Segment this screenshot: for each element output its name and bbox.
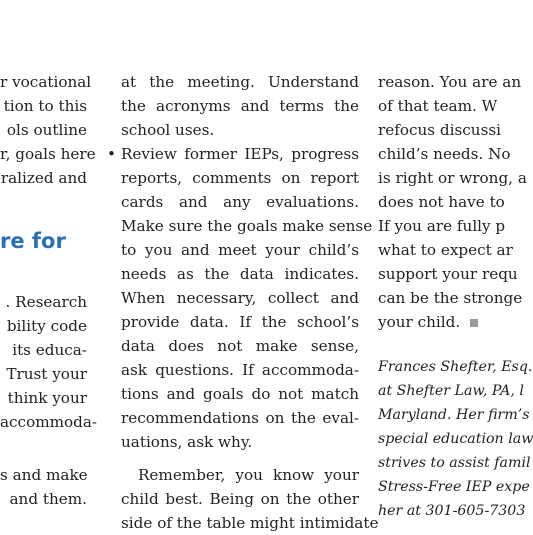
closing-line-3: side of the table might intimidate xyxy=(121,514,379,532)
column-right xyxy=(378,0,533,519)
left-line-1: r vocational xyxy=(0,73,92,91)
intro-line-3: school uses. xyxy=(121,121,215,139)
bullet-line-2: reports, comments on report xyxy=(121,169,359,187)
left-line-3: ols outline xyxy=(6,121,87,139)
left-line-6: . Research xyxy=(5,293,87,311)
bio-line-6: Stress-Free IEP expe xyxy=(378,479,530,495)
bullet-line-5: to you and meet your child’s xyxy=(121,241,359,259)
bullet-line-3: cards and any evaluations. xyxy=(121,193,359,211)
right-line-11-text: your child. xyxy=(378,313,461,331)
bio-line-1: Frances Shefter, Esq. xyxy=(378,359,533,375)
bullet-line-10: ask questions. If accommoda- xyxy=(121,361,359,379)
bio-line-4: special education law xyxy=(378,431,533,447)
bio-line-2: at Shefter Law, PA, l xyxy=(378,383,524,399)
left-line-5: ralized and xyxy=(0,169,87,187)
bullet-line-8: provide data. If the school’s xyxy=(121,313,359,331)
bullet-marker: • xyxy=(107,145,116,163)
bio-line-5: strives to assist famil xyxy=(378,455,531,471)
right-line-10: can be the stronge xyxy=(378,289,523,307)
left-line-11: accommoda- xyxy=(0,413,98,431)
end-of-article-mark xyxy=(470,319,478,327)
right-line-2: of that team. W xyxy=(378,97,498,115)
closing-line-1: Remember, you know your xyxy=(138,466,359,484)
left-line-9: Trust your xyxy=(6,365,87,383)
intro-line-2: the acronyms and terms the xyxy=(121,97,359,115)
left-line-4: r, goals here xyxy=(0,145,96,163)
left-line-2: tion to this xyxy=(3,97,87,115)
bullet-line-7: When necessary, collect and xyxy=(121,289,359,307)
right-line-7: If you are fully p xyxy=(378,217,506,235)
bullet-line-6: needs as the data indicates. xyxy=(121,265,359,283)
right-line-8: what to expect ar xyxy=(378,241,513,259)
right-line-6: does not have to xyxy=(378,193,505,211)
left-line-7: bility code xyxy=(6,317,87,335)
column-middle xyxy=(107,0,379,532)
right-line-5: is right or wrong, a xyxy=(378,169,527,187)
right-line-4: child’s needs. No xyxy=(378,145,511,163)
closing-line-2: child best. Being on the other xyxy=(121,490,359,508)
bio-line-3: Maryland. Her firm’s xyxy=(378,407,530,423)
right-line-1: reason. You are an xyxy=(378,73,522,91)
left-line-12: s and make xyxy=(0,466,88,484)
bullet-line-1: Review former IEPs, progress xyxy=(121,145,359,163)
section-heading: re for xyxy=(0,229,66,253)
bullet-line-9: data does not make sense, xyxy=(121,337,359,355)
bullet-line-4: Make sure the goals make sense xyxy=(121,217,373,235)
right-line-3: refocus discussi xyxy=(378,121,502,139)
right-line-9: support your requ xyxy=(378,265,518,283)
column-left xyxy=(0,0,98,512)
bullet-line-12: recommendations on the eval- xyxy=(121,409,359,427)
bio-line-7: her at 301-605-7303 xyxy=(378,503,526,519)
bullet-line-11: tions and goals do not match xyxy=(121,385,359,403)
left-line-13: and them. xyxy=(9,490,87,508)
left-line-8: its educa- xyxy=(12,341,87,359)
right-line-11 xyxy=(378,310,512,334)
bullet-line-13: uations, ask why. xyxy=(121,433,253,451)
intro-line-1: at the meeting. Understand xyxy=(121,73,359,91)
left-line-10: think your xyxy=(7,389,87,407)
